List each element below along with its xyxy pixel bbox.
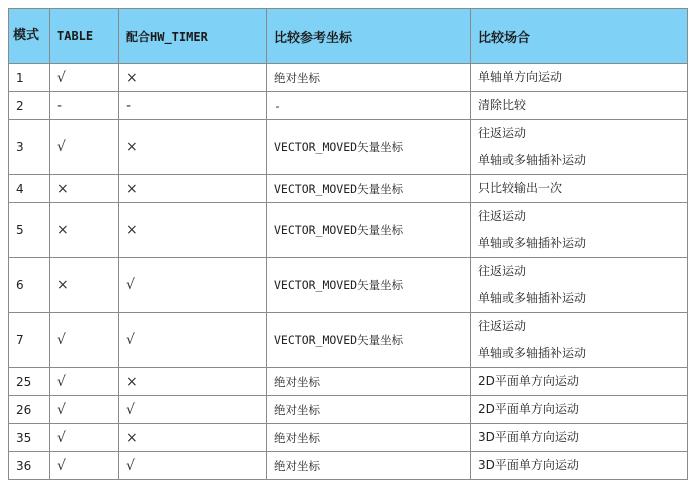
cell-hw-timer: √ xyxy=(119,313,267,368)
scenario-line: 往返运动 xyxy=(478,126,527,140)
header-mode: 模式 xyxy=(9,9,50,64)
cell-reference: VECTOR_MOVED矢量坐标 xyxy=(267,203,471,258)
cell-hw-timer: × xyxy=(119,175,267,203)
cell-table-support: √ xyxy=(50,368,119,396)
scenario-line: 单轴单方向运动 xyxy=(478,70,563,84)
table-row xyxy=(9,368,688,396)
cell-reference: 绝对坐标 xyxy=(267,424,471,452)
cell-scenario xyxy=(471,368,688,396)
cell-hw-timer: × xyxy=(119,203,267,258)
cell-hw-timer: √ xyxy=(119,452,267,480)
cell-reference: VECTOR_MOVED矢量坐标 xyxy=(267,175,471,203)
cell-reference: 绝对坐标 xyxy=(267,368,471,396)
table-row xyxy=(9,313,688,368)
cell-scenario xyxy=(471,175,688,203)
cell-reference: VECTOR_MOVED矢量坐标 xyxy=(267,258,471,313)
scenario-line: 单轴或多轴插补运动 xyxy=(478,291,587,305)
scenario-line: 单轴或多轴插补运动 xyxy=(478,153,587,167)
cell-table-support: √ xyxy=(50,452,119,480)
table-body xyxy=(9,64,688,480)
scenario-line: 3D平面单方向运动 xyxy=(478,458,579,472)
header-table: TABLE xyxy=(50,9,119,64)
scenario-line: 往返运动 xyxy=(478,209,527,223)
header-hw-timer: 配合HW_TIMER xyxy=(119,9,267,64)
cell-table-support: √ xyxy=(50,313,119,368)
cell-mode: 26 xyxy=(9,396,50,424)
cell-mode: 7 xyxy=(9,313,50,368)
cell-scenario xyxy=(471,120,688,175)
scenario-line: 2D平面单方向运动 xyxy=(478,402,579,416)
cell-reference: VECTOR_MOVED矢量坐标 xyxy=(267,120,471,175)
scenario-line: 往返运动 xyxy=(478,319,527,333)
cell-scenario xyxy=(471,92,688,120)
header-scenario: 比较场合 xyxy=(471,9,688,64)
table-header xyxy=(9,9,688,64)
table-row xyxy=(9,92,688,120)
cell-table-support: √ xyxy=(50,396,119,424)
table-row xyxy=(9,203,688,258)
scenario-line: 清除比较 xyxy=(478,98,527,112)
cell-table-support: × xyxy=(50,203,119,258)
cell-mode: 1 xyxy=(9,64,50,92)
scenario-line: 只比较输出一次 xyxy=(478,181,563,195)
cell-table-support: × xyxy=(50,258,119,313)
cell-hw-timer: √ xyxy=(119,396,267,424)
table-row xyxy=(9,424,688,452)
cell-mode: 35 xyxy=(9,424,50,452)
cell-scenario xyxy=(471,258,688,313)
mode-comparison-table xyxy=(8,8,688,480)
cell-hw-timer: × xyxy=(119,368,267,396)
cell-mode: 3 xyxy=(9,120,50,175)
scenario-line: 3D平面单方向运动 xyxy=(478,430,579,444)
cell-hw-timer: - xyxy=(119,92,267,120)
table-row xyxy=(9,64,688,92)
table-row xyxy=(9,120,688,175)
cell-scenario xyxy=(471,396,688,424)
scenario-line: 单轴或多轴插补运动 xyxy=(478,346,587,360)
cell-table-support: × xyxy=(50,175,119,203)
cell-reference: - xyxy=(267,92,471,120)
cell-reference: 绝对坐标 xyxy=(267,64,471,92)
table-row xyxy=(9,396,688,424)
cell-table-support: √ xyxy=(50,424,119,452)
cell-reference: 绝对坐标 xyxy=(267,396,471,424)
table-row xyxy=(9,258,688,313)
cell-mode: 6 xyxy=(9,258,50,313)
cell-scenario xyxy=(471,452,688,480)
mode-table-container xyxy=(8,8,688,480)
scenario-line: 2D平面单方向运动 xyxy=(478,374,579,388)
cell-reference: 绝对坐标 xyxy=(267,452,471,480)
cell-hw-timer: × xyxy=(119,120,267,175)
cell-table-support: - xyxy=(50,92,119,120)
cell-mode: 36 xyxy=(9,452,50,480)
cell-hw-timer: × xyxy=(119,64,267,92)
header-reference: 比较参考坐标 xyxy=(267,9,471,64)
cell-mode: 2 xyxy=(9,92,50,120)
cell-hw-timer: √ xyxy=(119,258,267,313)
cell-mode: 4 xyxy=(9,175,50,203)
cell-hw-timer: × xyxy=(119,424,267,452)
cell-table-support: √ xyxy=(50,120,119,175)
cell-mode: 5 xyxy=(9,203,50,258)
cell-scenario xyxy=(471,203,688,258)
cell-scenario xyxy=(471,313,688,368)
cell-scenario xyxy=(471,64,688,92)
cell-reference: VECTOR_MOVED矢量坐标 xyxy=(267,313,471,368)
table-row xyxy=(9,452,688,480)
header-row xyxy=(9,9,688,64)
table-row xyxy=(9,175,688,203)
cell-table-support: √ xyxy=(50,64,119,92)
cell-scenario xyxy=(471,424,688,452)
scenario-line: 单轴或多轴插补运动 xyxy=(478,236,587,250)
cell-mode: 25 xyxy=(9,368,50,396)
scenario-line: 往返运动 xyxy=(478,264,527,278)
